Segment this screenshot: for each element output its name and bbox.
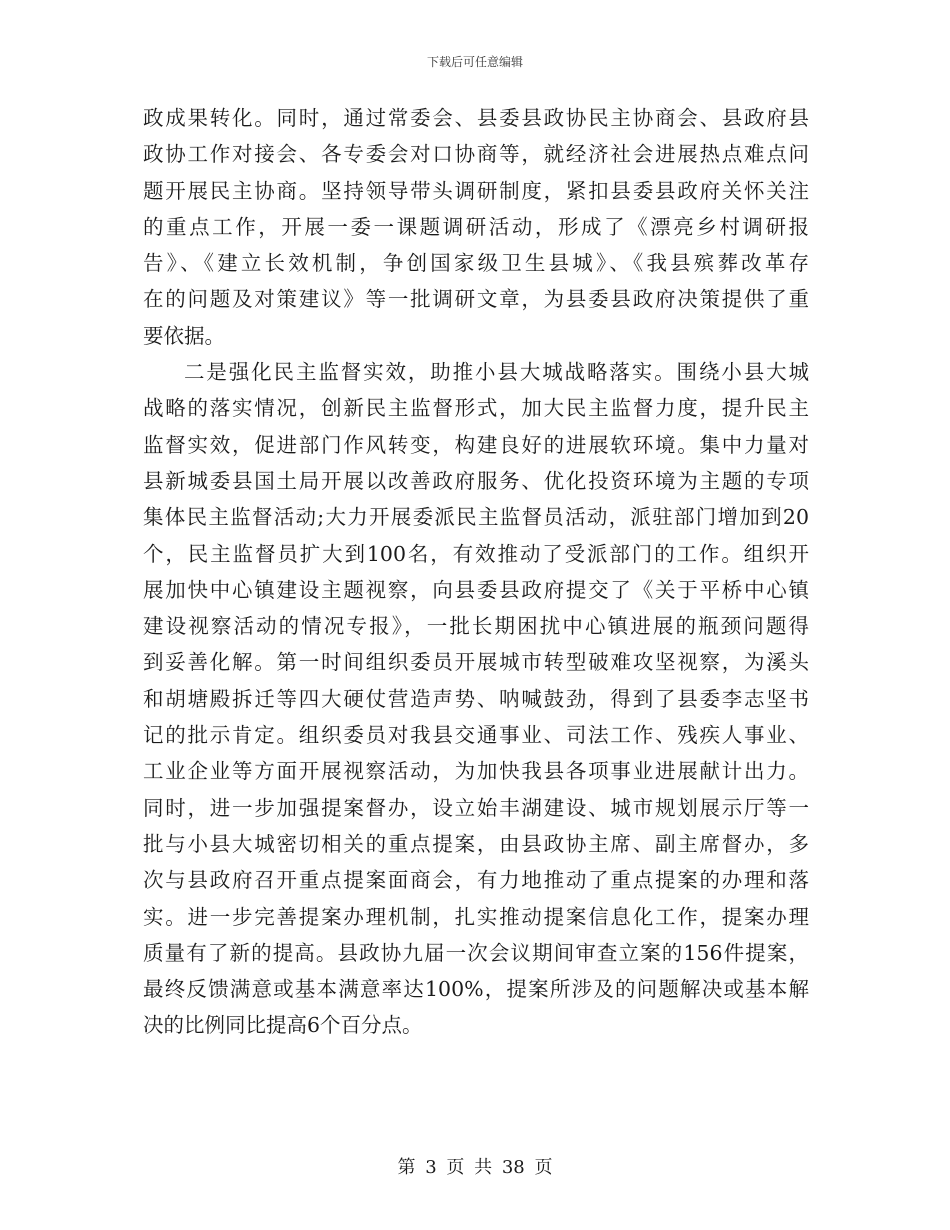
text-line: 到妥善化解。第一时间组织委员开展城市转型破难攻坚视察，为溪头 [143, 650, 809, 675]
text-line: 实。进一步完善提案办理机制，扎实推动提案信息化工作，提案办理 [143, 904, 809, 929]
page-number: 第 3 页 共 38 页 [397, 1157, 553, 1178]
text-line: 和胡塘殿拆迁等四大硬仗营造声势、呐喊鼓劲，得到了县委李志坚书 [143, 686, 809, 711]
text-line-paragraph-end: 决的比例同比提高6个百分点。 [143, 1013, 423, 1038]
text-line: 个，民主监督员扩大到100名，有效推动了受派部门的工作。组织开 [143, 541, 809, 566]
text-line: 县新城委县国土局开展以改善政府服务、优化投资环境为主题的专项 [143, 468, 809, 493]
text-line: 战略的落实情况，创新民主监督形式，加大民主监督力度，提升民主 [143, 396, 809, 421]
text-line: 在的问题及对策建议》等一批调研文章，为县委县政府决策提供了重 [143, 287, 809, 312]
text-line: 政成果转化。同时，通过常委会、县委县政协民主协商会、县政府县 [143, 106, 809, 130]
document-body [143, 100, 809, 1044]
text-line: 记的批示肯定。组织委员对我县交通事业、司法工作、残疾人事业、 [143, 723, 809, 748]
text-line: 最终反馈满意或基本满意率达100%，提案所涉及的问题解决或基本解 [143, 977, 809, 1002]
text-line: 工业企业等方面开展视察活动，为加快我县各项事业进展献计出力。 [143, 759, 809, 784]
text-line-paragraph-end: 要依据。 [143, 323, 225, 348]
text-line-paragraph-start: 二是强化民主监督实效，助推小县大城战略落实。围绕小县大城 [184, 360, 809, 385]
text-line: 建设视察活动的情况专报》，一批长期困扰中心镇进展的瓶颈问题得 [143, 614, 809, 639]
text-line: 集体民主监督活动;大力开展委派民主监督员活动，派驻部门增加到20 [143, 505, 809, 530]
text-line: 批与小县大城密切相关的重点提案，由县政协主席、副主席督办，多 [143, 831, 809, 856]
page-header: 下载后可任意编辑 [426, 55, 523, 69]
text-line: 展加快中心镇建设主题视察，向县委县政府提交了《关于平桥中心镇 [143, 577, 809, 602]
text-line: 次与县政府召开重点提案面商会，有力地推动了重点提案的办理和落 [143, 868, 809, 893]
text-line: 政协工作对接会、各专委会对口协商等，就经济社会进展热点难点问 [143, 142, 809, 167]
text-line: 质量有了新的提高。县政协九届一次会议期间审查立案的156件提案， [143, 940, 809, 965]
text-line: 监督实效，促进部门作风转变，构建良好的进展软环境。集中力量对 [143, 432, 809, 457]
text-line: 同时，进一步加强提案督办，设立始丰湖建设、城市规划展示厅等一 [143, 795, 809, 820]
text-line: 告》、《建立长效机制，争创国家级卫生县城》、《我县殡葬改革存 [143, 251, 809, 276]
text-line: 题开展民主协商。坚持领导带头调研制度，紧扣县委县政府关怀关注 [143, 178, 809, 203]
text-line: 的重点工作，开展一委一课题调研活动，形成了《漂亮乡村调研报 [143, 214, 809, 239]
